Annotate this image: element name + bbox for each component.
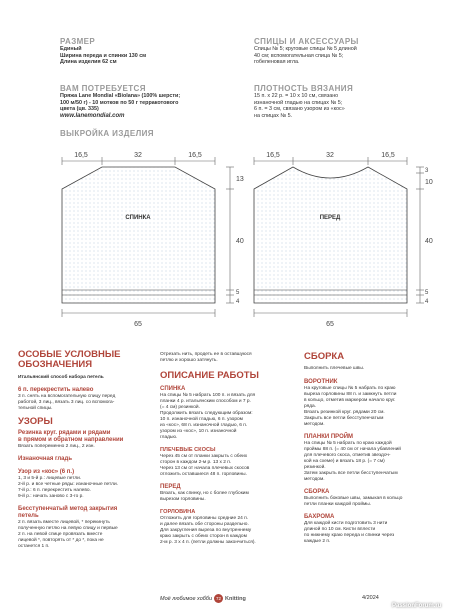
yarn-block — [60, 84, 235, 119]
collar-line: выреза горловины 88 п. и замкнуть петли — [304, 392, 397, 397]
collar-line: Закрыть все петли бесступенчатым — [304, 416, 384, 421]
armhole-line: кой на схеме) и вязать 18 р. (= 7 см) — [304, 459, 385, 464]
rib-text: Вязать попеременно 2 лиц., 2 изн. — [18, 444, 95, 449]
gauge-line: 15 п. х 22 р. = 10 х 10 см, связано — [254, 93, 339, 99]
pattern-diagrams — [40, 145, 433, 335]
collar-title: ВОРОТНИК — [304, 379, 338, 385]
front-body-height: 40 — [425, 238, 433, 245]
stockinette-title: Изнаночная гладь — [18, 456, 73, 462]
armhole-line: На спицы № 5 набрать по краю каждой — [304, 441, 392, 446]
front-line: вырезом горловины. — [160, 497, 206, 502]
armhole-line: методом. — [304, 477, 325, 482]
collar-line: в кольцо, отметив маркером начало круг. — [304, 398, 396, 403]
front-cable-height: 5 — [425, 290, 429, 296]
front-neck-drop: 3 — [425, 168, 429, 174]
yarn-line: 100 м/50 г) - 10 мотков по 50 г терракотового — [60, 99, 179, 106]
back-line: планки 4 р. итальянским способом и 7 р. — [160, 399, 251, 404]
armhole-line: резинкой. — [304, 465, 326, 470]
front-title: ПЕРЕД — [160, 484, 181, 490]
bind-off-title: Бесступенчатый метод закрытия — [18, 506, 118, 512]
back-body-height: 40 — [236, 238, 244, 245]
armhole-title: ПЛАНКИ ПРОЙМ — [304, 434, 354, 440]
column-instructions — [160, 352, 290, 546]
back-title: СПИНКА — [160, 386, 186, 392]
italian-cast-on: Итальянский способ набора петель — [18, 375, 104, 380]
patterns-title: УЗОРЫ — [18, 416, 53, 427]
back-bottom-width: 65 — [134, 321, 142, 328]
rib-title: Резинка круг. рядами и рядами — [18, 430, 111, 436]
assembly2-line: Выполнить боковые швы, замыкая в кольцо — [304, 496, 403, 501]
back-line: (= 4 см) резинкой. — [160, 405, 200, 410]
back-label: СПИНКА — [125, 215, 151, 221]
yarn-line: Пряжа Lane Mondial «Biolana» (100% шерсти; — [60, 93, 181, 99]
yarn-title: ВАМ ПОТРЕБУЕТСЯ — [60, 84, 146, 93]
collar-line: Вязать резинкой круг. рядами 20 см. — [304, 410, 385, 415]
size-line: Ширина переда и спинки 130 см — [60, 52, 147, 59]
front-top-mid-width: 32 — [326, 152, 334, 159]
armhole-line: для плечевого скоса, отметив звездоч- — [304, 453, 391, 458]
front-shoulder-height: 10 — [425, 179, 433, 186]
size-block — [60, 37, 230, 66]
front-diagram — [254, 152, 433, 328]
column-assembly — [304, 352, 439, 545]
fringe-line: по нижнему краю переда и спинки через — [304, 533, 395, 538]
bind-off-line: останется 1 п. — [18, 544, 50, 549]
cable-line: 7-й р.: 6 п. перекрестить налево. — [18, 488, 91, 493]
bind-off-line: 2 п. на левой спице провязать вместе — [18, 532, 103, 537]
back-line: гладью. — [160, 435, 178, 440]
needles-block — [254, 37, 424, 66]
back-line: Продолжить вязать следующим образом: — [160, 411, 253, 416]
assembly2-title: СБОРКА — [304, 489, 330, 495]
collar-line: На круговые спицы № 5 набрать по краю — [304, 386, 396, 391]
column-legend — [18, 350, 146, 550]
needles-line: гобеленовая игла. — [254, 59, 300, 66]
instructions-title: ОПИСАНИЕ РАБОТЫ — [160, 370, 259, 381]
size-title: РАЗМЕР — [60, 37, 96, 46]
neckline-line: краю закрыть с обеих сторон в каждом — [160, 534, 247, 539]
front-shape — [254, 167, 407, 303]
cable-line: 1, 3 и 5-й р.: лицевые петли. — [18, 476, 82, 481]
needles-title: СПИЦЫ И АКСЕССУАРЫ — [254, 37, 359, 46]
cross-line: 3 п. снять на вспомогательную спицу перед — [18, 394, 116, 399]
assembly-text: Выполнить плечевые швы. — [304, 366, 365, 371]
fringe-line: Для каждой кисти подготовить 3 нити — [304, 521, 388, 526]
back-line: из «кос», 68 п. изнаночной гладью, 6 п. — [160, 423, 248, 428]
back-line: На спицы № 5 набрать 100 п. и вязать для — [160, 393, 256, 398]
neckline-line: Отложить для горловины средние 24 п. — [160, 516, 249, 521]
back-line: узором из «кос», 10 п. изнаночной — [160, 429, 237, 434]
gauge-line: изнаночной гладью на спицах № 5; — [254, 99, 343, 106]
back-top-mid-width: 32 — [134, 152, 142, 159]
collar-line: ряда. — [304, 404, 317, 409]
cross-title: 6 п. перекрестить налево — [18, 387, 94, 393]
gauge-block — [254, 84, 424, 119]
front-label: ПЕРЕД — [319, 215, 341, 221]
needles-line: 40 см; вспомогательная спица № 5; — [254, 52, 344, 59]
back-top-left-width: 16,5 — [74, 152, 88, 159]
magazine-footer — [160, 594, 246, 603]
issue-number: 4/2024 — [362, 595, 379, 601]
bind-off-title: петель — [18, 513, 39, 519]
gauge-line: 6 п. = 3 см, связано узором из «кос» — [254, 106, 345, 113]
section-name: Knitting — [225, 595, 246, 602]
neckline-line: Для закругления выреза по внутреннему — [160, 528, 252, 533]
gauge-line: на спицах № 5. — [254, 112, 293, 119]
cross-line: работой, 3 лиц., вязать 3 лиц. со вспомога- — [18, 400, 115, 405]
back-shoulder-height: 13 — [236, 176, 244, 183]
shoulder-title: ПЛЕЧЕВЫЕ СКОСЫ — [160, 447, 216, 453]
shoulder-line: Через 45 см от планки закрыть с обеих — [160, 454, 248, 459]
cross-line: тельной спицы. — [18, 406, 53, 411]
bind-off-line: лицевой *, повторять от * до *, пока не — [18, 538, 104, 543]
front-top-left-width: 16,5 — [266, 152, 280, 159]
gauge-title: ПЛОТНОСТЬ ВЯЗАНИЯ — [254, 84, 354, 93]
finish-line: петлю и хорошо затянуть. — [160, 358, 218, 363]
shoulder-line: Через 13 см от начала плечевых скосов — [160, 466, 250, 471]
bind-off-line: полученную петлю на левую спицу и первые — [18, 526, 118, 531]
magazine-name: Моё любимое хобби — [160, 595, 213, 602]
armhole-line: Затем закрыть все петли бесступенчатым — [304, 471, 398, 476]
cable-title: Узор из «кос» (6 п.) — [18, 469, 75, 475]
back-rib-height: 4 — [236, 299, 240, 305]
fringe-line: каждые 2 п. — [304, 539, 331, 544]
assembly2-line: петли планки каждой проймы. — [304, 502, 372, 507]
neckline-title: ГОРЛОВИНА — [160, 509, 196, 515]
fringe-title: БАХРОМА — [304, 514, 335, 520]
cable-line: 2-й р. и все четные ряды: изнаночные петли. — [18, 482, 118, 487]
page-number: 72 — [216, 596, 222, 601]
front-rib-height: 4 — [425, 299, 429, 305]
shoulder-line: отложить оставшиеся 48 п. горловины. — [160, 472, 247, 477]
pattern-title: ВЫКРОЙКА ИЗДЕЛИЯ — [60, 129, 154, 138]
back-top-right-width: 16,5 — [188, 152, 202, 159]
back-cable-height: 5 — [236, 290, 240, 296]
neckline-line: 2-м р. 3 х 4 п. (петли должны закончиться). — [160, 540, 256, 545]
assembly-title: СБОРКА — [304, 351, 345, 362]
neckline-line: и далее вязать обе стороны раздельно. — [160, 522, 249, 527]
finish-line: Отрезать нить, продеть ее в оставшуюся — [160, 352, 252, 357]
back-shape — [62, 167, 215, 303]
collar-line: методом. — [304, 422, 325, 427]
size-line: Длина изделия 62 см — [60, 59, 117, 66]
back-diagram — [62, 152, 244, 328]
fringe-line: длиной по 10 см. Кисти вплести — [304, 527, 376, 532]
yarn-line: цвета (цв. 335) — [60, 106, 99, 113]
shoulder-line: сторон в каждом 2-м р. 13 х 2 п. — [160, 460, 232, 465]
legend-title: ОСОБЫЕ УСЛОВНЫЕ ОБОЗНАЧЕНИЯ — [18, 349, 121, 370]
armhole-line: проймы 88 п. (= 40 см от начала убавлений — [304, 447, 401, 452]
watermark: PassionForum.ru — [392, 603, 442, 609]
needles-line: Спицы № 5; круговые спицы № 5 длиной — [254, 46, 357, 52]
bind-off-line: 2 п. вязать вместе лицевой, * перекинуть — [18, 520, 110, 525]
size-line: Единый — [60, 46, 82, 52]
front-line: Вязать, как спинку, но с более глубоким — [160, 491, 249, 496]
cable-line: 9-й р.: начать заново с 3-го р. — [18, 494, 84, 499]
front-top-right-width: 16,5 — [381, 152, 395, 159]
rib-title: в прямом и обратном направлении — [18, 437, 124, 443]
back-line: 10 п. изнаночной гладью, 6 п. узором — [160, 417, 243, 422]
front-bottom-width: 65 — [326, 321, 334, 328]
yarn-website-link[interactable]: www.lanemondial.com — [60, 112, 125, 119]
